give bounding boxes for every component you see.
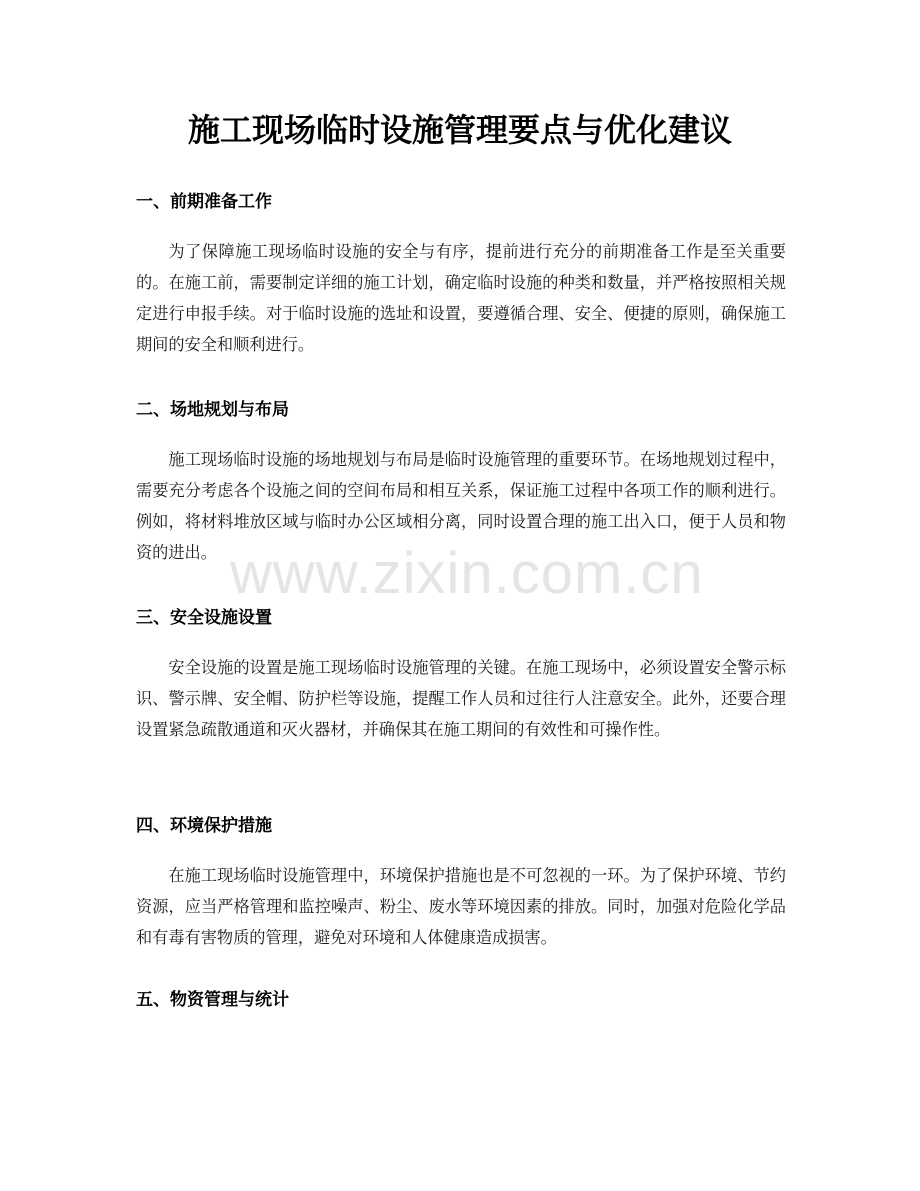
section-paragraph-3: 安全设施的设置是施工现场临时设施管理的关键。在施工现场中，必须设置安全警示标识、警示牌、安全帽、防护栏等设施，提醒工作人员和过往行人注意安全。此外，还要合理设置紧急疏散通道和灭火器材，并确保其在施工期间的有效性和可操作性。 — [136, 658, 786, 739]
document-title: 施工现场临时设施管理要点与优化建议 — [187, 111, 732, 149]
section-paragraph-4: 在施工现场临时设施管理中，环境保护措施也是不可忽视的一环。为了保护环境、节约资源，应当严格管理和监控噪声、粉尘、废水等环境因素的排放。同时，加强对危险化学品和有毒有害物质的管理，避免对环境和人体健康造成损害。 — [136, 866, 786, 947]
section-heading-3: 三、安全设施设置 — [136, 608, 272, 628]
section-heading-5: 五、物资管理与统计 — [136, 990, 289, 1010]
section-heading-1: 一、前期准备工作 — [136, 192, 272, 212]
section-heading-4: 四、环境保护措施 — [136, 816, 272, 836]
watermark-text: www.zixin.com.cn — [230, 541, 704, 606]
section-paragraph-2: 施工现场临时设施的场地规划与布局是临时设施管理的重要环节。在场地规划过程中，需要充分考虑各个设施之间的空间布局和相互关系，保证施工过程中各项工作的顺利进行。例如，将材料堆放区域与临时办公区域相分离，同时设置合理的施工出入口，便于人员和物资的进出。 — [136, 450, 786, 562]
section-paragraph-1: 为了保障施工现场临时设施的安全与有序，提前进行充分的前期准备工作是至关重要的。在施工前，需要制定详细的施工计划，确定临时设施的种类和数量，并严格按照相关规定进行申报手续。对于临时设施的选址和设置，要遵循合理、安全、便捷的原则，确保施工期间的安全和顺利进行。 — [136, 242, 786, 354]
section-heading-2: 二、场地规划与布局 — [136, 400, 289, 420]
